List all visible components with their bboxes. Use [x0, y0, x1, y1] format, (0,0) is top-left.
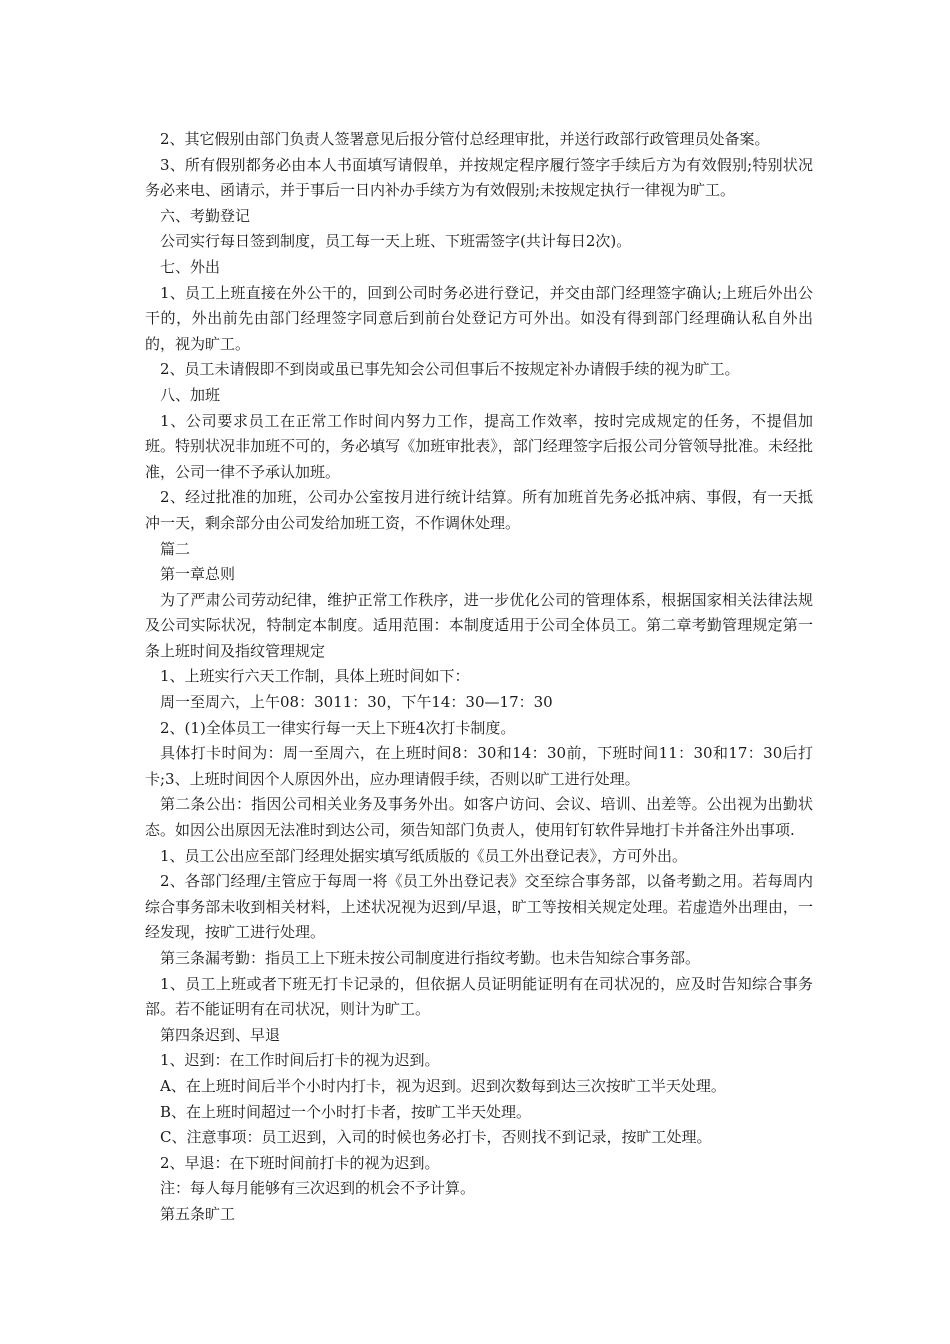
article-heading: 第五条旷工 [160, 1204, 236, 1223]
paragraph: 3、所有假别都务必由本人书面填写请假单，并按规定程序履行签字手续后方为有效假别;特别状况务必来电、函请示，并于事后一日内补办手续方为有效假别;未按规定执行一律视为旷工。 [145, 155, 813, 200]
paragraph: 第三条漏考勤：指员工上下班未按公司制度进行指纹考勤。也未告知综合事务部。 [160, 949, 701, 967]
part-heading: 篇二 [160, 539, 191, 558]
paragraph: 为了严肃公司劳动纪律，维护正常工作秩序，进一步优化公司的管理体系，根据国家相关法律法规及公司实际状况，特制定本制度。适用范围：本制度适用于公司全体员工。第二章考勤管理规定第一条上班时间及指纹管理规定 [145, 590, 813, 660]
paragraph: 1、员工上班直接在外公干的，回到公司时务必进行登记，并交由部门经理签字确认;上班后外出公干的，外出前先由部门经理签字同意后到前台处登记方可外出。如没有得到部门经理确认私自外出的，视为旷工。 [145, 283, 813, 353]
paragraph: 具体打卡时间为：周一至周六，在上班时间8：30和14：30前，下班时间11：30和17：30后打卡;3、上班时间因个人原因外出，应办理请假手续，否则以旷工进行处理。 [145, 744, 813, 788]
paragraph: 2、员工未请假即不到岗或虽已事先知会公司但事后不按规定补办请假手续的视为旷工。 [160, 360, 740, 379]
paragraph: 1、上班实行六天工作制，具体上班时间如下： [160, 667, 470, 686]
section-heading: 六、考勤登记 [160, 206, 251, 225]
paragraph: 1、员工上班或者下班无打卡记录的，但依据人员证明能证明有在司状况的，应及时告知综合事务部。若不能证明有在司状况，则计为旷工。 [145, 974, 813, 1019]
paragraph: 2、(1)全体员工一律实行每一天上下班4次打卡制度。 [160, 718, 516, 737]
paragraph: 公司实行每日签到制度，员工每一天上班、下班需签字(共计每日2次)。 [160, 232, 632, 251]
paragraph: 周一至周六，上午08：3011：30，下午14：30—17：30 [160, 693, 553, 712]
paragraph: B、在上班时间超过一个小时打卡者，按旷工半天处理。 [160, 1102, 532, 1121]
paragraph: 第二条公出：指因公司相关业务及事务外出。如客户访问、会议、培训、出差等。公出视为出勤状态。如因公出原因无法准时到达公司，须告知部门负责人，使用钉钉软件异地打卡并备注外出事项. [145, 795, 813, 840]
paragraph: 1、员工公出应至部门经理处据实填写纸质版的《员工外出登记表》，方可外出。 [160, 846, 688, 865]
paragraph: 1、迟到：在工作时间后打卡的视为迟到。 [160, 1051, 440, 1070]
paragraph: 2、早退：在下班时间前打卡的视为迟到。 [160, 1153, 440, 1172]
paragraph: 2、经过批准的加班，公司办公室按月进行统计结算。所有加班首先务必抵冲病、事假，有一天抵冲一天，剩余部分由公司发给加班工资，不作调休处理。 [145, 488, 813, 532]
section-heading: 八、加班 [160, 385, 221, 404]
paragraph: 1、公司要求员工在正常工作时间内努力工作，提高工作效率，按时完成规定的任务，不提倡加班。特别状况非加班不可的，务必填写《加班审批表》，部门经理签字后报公司分管领导批准。未经批准，公司一律不予承认加班。 [145, 411, 813, 481]
paragraph: C、注意事项：员工迟到，入司的时候也务必打卡，否则找不到记录，按旷工处理。 [160, 1128, 712, 1147]
paragraph: 2、各部门经理/主管应于每周一将《员工外出登记表》交至综合事务部，以备考勤之用。若每周内综合事务部未收到相关材料，上述状况视为迟到/早退，旷工等按相关规定处理。若虚造外出理由，一经发现，按旷工进行处理。 [145, 872, 813, 942]
chapter-heading: 第一章总则 [160, 565, 236, 584]
paragraph: 2、其它假别由部门负责人签署意见后报分管付总经理审批，并送行政部行政管理员处备案。 [160, 130, 770, 148]
article-heading: 第四条迟到、早退 [160, 1025, 281, 1044]
section-heading: 七、外出 [160, 257, 221, 276]
paragraph: A、在上班时间后半个小时内打卡，视为迟到。迟到次数每到达三次按旷工半天处理。 [160, 1076, 726, 1095]
paragraph: 注：每人每月能够有三次迟到的机会不予计算。 [160, 1179, 476, 1198]
document-body [145, 127, 813, 1228]
